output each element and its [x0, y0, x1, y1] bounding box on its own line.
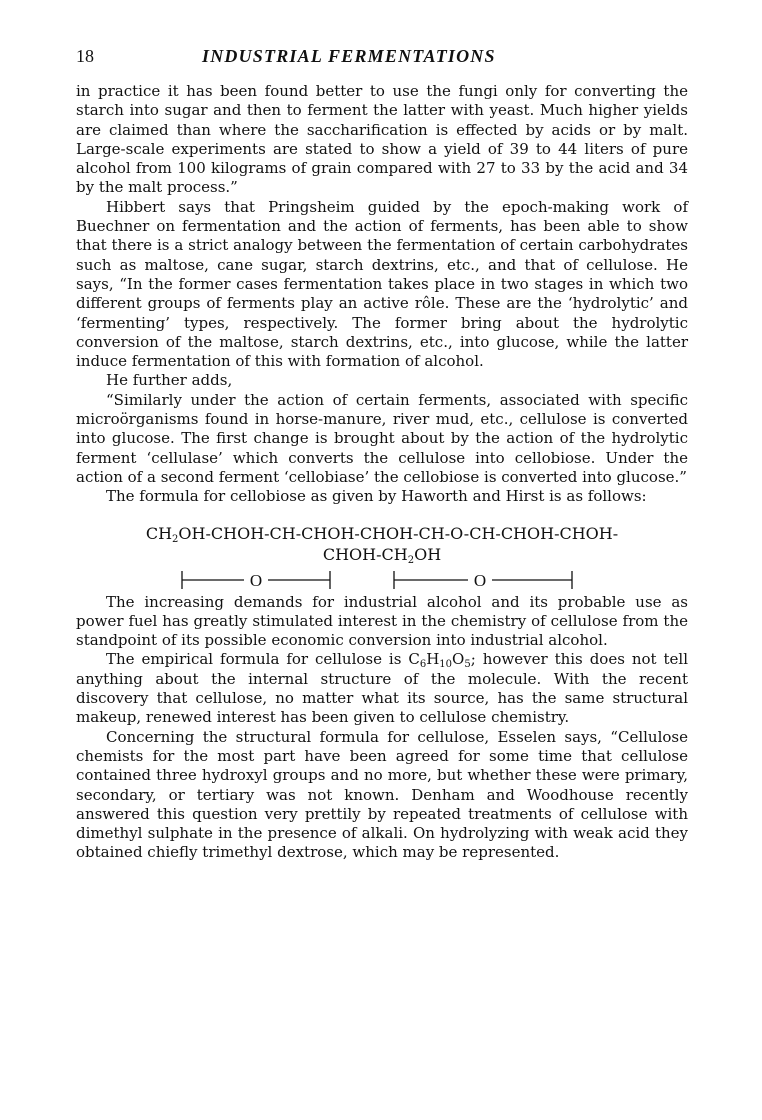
- formula-line-2: CHOH-$CH_2OH$: [322, 544, 442, 566]
- paragraph-formula-intro: The formula for cellobiose as given by Haworth and Hirst is as follows:: [106, 487, 647, 506]
- paragraph-esselen: Concerning the structural formula for cellulose, Esselen says, “Cellulose chemists for the most part have been agreed for some time that cellulose contained three hydroxyl groups and no more, but whether these were primary, secondary, or tertiary was not known. Denham and Woodhouse recently answered this question very prettily by repeated treatments of cellulose with dimethyl sulphate in the presence of alkali. On hydrolyzing with weak acid they obtained chiefly trimethyl dextrose, which may be represented.: [76, 727, 688, 862]
- running-title: INDUSTRIAL FERMENTATIONS: [202, 46, 496, 66]
- paragraph-continuation: in practice it has been found better to use the fungi only for converting the starch into sugar and then to ferment the latter with yeast. Much higher yields are claimed than where the saccharification is effected by acids or by malt. Large-scale experiments are stated to show a yield of 39 to 44 liters of pure alcohol from 100 kilograms of grain compared with 27 to 33 by the acid and 34 by the malt process.”: [76, 82, 688, 197]
- empirical-formula: $C_6H_{10}O_5$: [408, 650, 471, 671]
- paragraph-hibbert: Hibbert says that Pringsheim guided by the epoch-making work of Buechner on fermentation and the action of ferments, has been able to show that there is a strict analogy between the fermentation of certain carbohydrates such as maltose, cane sugar, starch dextrins, etc., and that of cellulose. He says, “In the former cases fermentation takes place in two stages in which two different groups of ferments play an active rôle. These are the ‘hydrolytic’ and ‘fermenting’ types, respectively. The former bring about the hydrolytic conversion of the maltose, starch dextrins, etc., into glucose, while the latter induce fermentation of this with formation of alcohol.: [76, 197, 688, 371]
- book-page: [76, 38, 688, 863]
- paragraph-industrial-alcohol: The increasing demands for industrial alcohol and its probable use as power fuel has greatly stimulated interest in the chemistry of cellulose from the standpoint of its possible economic conversion into industrial alcohol.: [76, 592, 688, 650]
- right-ring-oxygen: O: [473, 570, 487, 590]
- paragraph-quotation: “Similarly under the action of certain ferments, associated with specific microörganisms found in horse-manure, river mud, etc., cellulose is converted into glucose. The first change is brought about by the action of the hydrolytic ferment ‘cellulase’ which converts the cellulose into cellobiose. Under the action of a second ferment ‘cellobiase’ the cellobiose is converted into glucose.”: [76, 390, 688, 486]
- left-ring-oxygen: O: [249, 570, 263, 590]
- paragraph-further-adds: He further adds,: [106, 371, 233, 390]
- formula-line-1: $CH_2OH-CHOH-CH-CHOH-CHOH-CH-O-CH-CHOH-CHOH-$: [145, 523, 619, 545]
- ring-bonds-diagram: [172, 567, 592, 593]
- page-header: [76, 38, 688, 68]
- page-number: 18: [76, 46, 94, 66]
- body-text: [76, 82, 688, 863]
- paragraph-empirical-formula: The empirical formula for cellulose is $C_6H_{10}O_5$; however this does not tell anything about the internal structure of the molecule. With the recent discovery that cellulose, no matter what its source, has the same structural makeup, renewed interest has been given to cellulose chemistry.: [76, 650, 688, 727]
- cellobiose-formula: [76, 523, 688, 593]
